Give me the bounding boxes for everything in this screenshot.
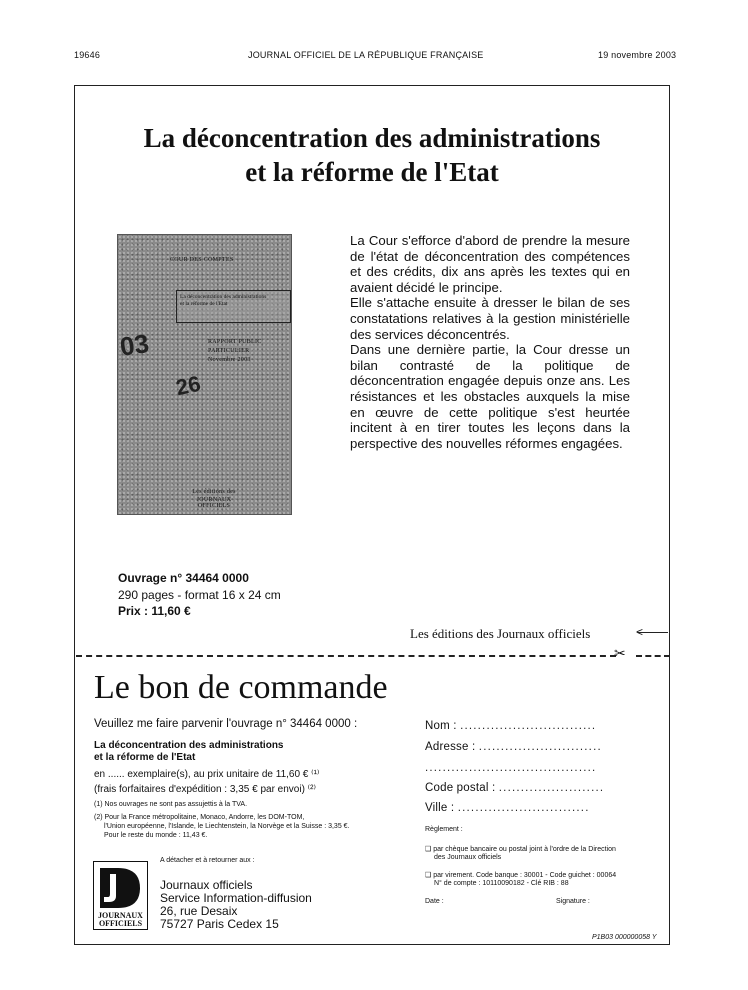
logo-text-line2: OFFICIELS	[98, 919, 143, 928]
cover-report-line3: Novembre 2003	[208, 357, 251, 363]
return-address	[160, 879, 312, 931]
cover-publisher-top: COUR DES COMPTES	[170, 257, 234, 263]
cover-report-line1: RAPPORT PUBLIC	[208, 339, 262, 345]
cut-line	[76, 655, 616, 657]
scissors-icon: ✂	[614, 645, 626, 661]
footnote-1: (1) Nos ouvrages ne sont pas assujettis à la TVA.	[94, 801, 248, 808]
logo-text-line1: JOURNAUX	[98, 911, 143, 920]
transfer-option-line2: N° de compte : 10110090182 - Clé RIB : 88	[434, 880, 569, 887]
description-paragraph-1: La Cour s'efforce d'abord de prendre la mesure de l'état de déconcentration des compétences et des crédits, dix ans après les textes qui en avaient décidé le principe.	[350, 233, 630, 295]
cover-bottom-line2: JOURNAUX OFFICIELS	[196, 497, 232, 509]
return-label: A détacher et à retourner aux :	[160, 857, 255, 864]
book-cover-image	[117, 234, 292, 515]
cover-report-line2: PARTICULIER	[208, 348, 250, 354]
footnote-2-line1: (2) Pour la France métropolitaine, Monaco, Andorre, les DOM-TOM,	[94, 814, 305, 821]
reference-code: P1B03 000000058 Y	[592, 934, 657, 941]
cheque-option-line2: des Journaux officiels	[434, 854, 502, 861]
address-line-4: 75727 Paris Cedex 15	[160, 917, 279, 931]
cover-handwriting-mark: 03	[117, 328, 151, 362]
arrow-left-icon: <	[636, 625, 644, 639]
city-label: Ville :	[425, 802, 455, 814]
book-format: 290 pages - format 16 x 24 cm	[118, 588, 281, 602]
cover-title-box	[176, 290, 291, 323]
issue-date: 19 novembre 2003	[598, 50, 677, 60]
description-paragraph-2: Elle s'attache ensuite à dresser le bilan de ses constatations relatives à la gestion ministérielle des services déconcentrés.	[350, 295, 630, 342]
cover-title-line2: et la réforme de l'Etat	[180, 301, 228, 307]
address-line-3: 26, rue Desaix	[160, 904, 238, 918]
cheque-option[interactable]: ❑ par chèque bancaire ou postal joint à l'ordre de la Direction	[425, 846, 616, 853]
quantity-field[interactable]: en ...... exemplaire(s), au prix unitaire de 11,60 € ⁽¹⁾	[94, 769, 320, 780]
signature-field[interactable]: Signature :	[556, 898, 590, 905]
cover-handwriting-mark-2: 26	[173, 370, 203, 401]
jo-logo-icon	[94, 864, 147, 912]
book-description	[350, 233, 630, 451]
order-request: Veuillez me faire parvenir l'ouvrage n° 34464 0000 :	[94, 718, 358, 730]
address-line-2: Service Information-diffusion	[160, 891, 312, 905]
name-label: Nom :	[425, 720, 457, 732]
date-field[interactable]: Date :	[425, 898, 444, 905]
footnote-2-line2: l'Union européenne, l'Islande, le Liechtenstein, la Norvège et la Suisse : 3,35 €.	[104, 823, 350, 830]
city-field[interactable]: Ville : ..............................	[425, 802, 590, 814]
journaux-officiels-logo	[93, 861, 148, 930]
journal-title: JOURNAL OFFICIEL DE LA RÉPUBLIQUE FRANÇAISE	[248, 50, 484, 60]
shipping-note: (frais forfaitaires d'expédition : 3,35 € par envoi) ⁽²⁾	[94, 784, 316, 795]
transfer-option[interactable]: ❑ par virement. Code banque : 30001 - Code guichet : 00064	[425, 872, 617, 879]
payment-label: Règlement :	[425, 826, 463, 833]
page-number: 19646	[74, 50, 101, 60]
description-paragraph-3: Dans une dernière partie, la Cour dresse un bilan contrasté de la politique de déconcentration engagée depuis onze ans. Les résistances et les obstacles auxquels la mise en œuvre de cette politique s'est heurtée incitent à en tirer toutes les leçons dans la perspective des nouvelles réformes engagées.	[350, 342, 630, 451]
cover-title-line1: La déconcentration des administrations	[180, 294, 267, 300]
book-price: Prix : 11,60 €	[118, 604, 191, 618]
order-form-title: Le bon de commande	[94, 669, 388, 706]
address-label: Adresse :	[425, 741, 476, 753]
postal-code-label: Code postal :	[425, 782, 496, 794]
ad-title-line2: et la réforme de l'Etat	[245, 157, 499, 187]
publisher-name: Les éditions des Journaux officiels	[410, 626, 591, 641]
order-book-line1: La déconcentration des administrations	[94, 740, 284, 751]
cut-line-end	[636, 655, 670, 657]
postal-code-field[interactable]: Code postal : ........................	[425, 782, 605, 794]
order-book-line2: et la réforme de l'Etat	[94, 752, 196, 763]
footnote-2-line3: Pour le reste du monde : 11,43 €.	[104, 832, 208, 839]
name-field[interactable]: Nom : ...............................	[425, 720, 597, 732]
address-field-line2[interactable]: .......................................	[425, 762, 597, 774]
address-field[interactable]: Adresse : ............................	[425, 741, 602, 753]
book-reference: Ouvrage n° 34464 0000	[118, 571, 249, 585]
cover-bottom-line1: Les éditions des	[192, 489, 236, 495]
address-line-1: Journaux officiels	[160, 878, 253, 892]
ad-title-line1: La déconcentration des administrations	[143, 123, 601, 153]
